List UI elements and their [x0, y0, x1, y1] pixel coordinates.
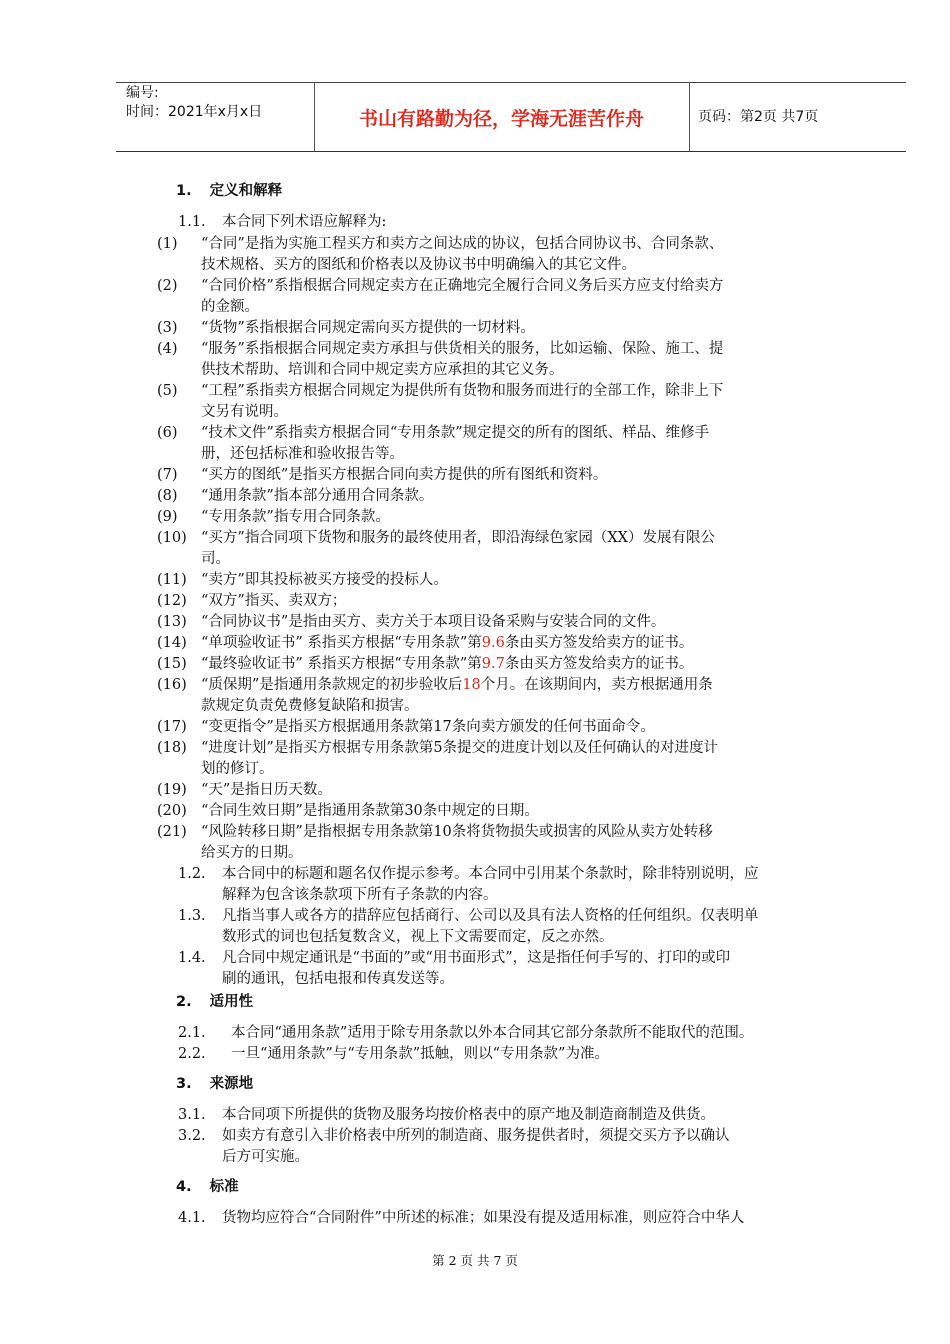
clause-text: 后方可实施。	[222, 1149, 309, 1165]
item-text: 供技术帮助、培训和合同中规定卖方应承担的其它义务。	[201, 362, 564, 378]
clause-text: 凡合同中规定通讯是“书面的”或“用书面形式”，这是指任何手写的、打印的或印	[222, 950, 731, 966]
section-heading	[176, 1177, 239, 1197]
section-title: 来源地	[209, 1076, 254, 1092]
header-top-rule	[116, 82, 906, 83]
item-text	[201, 654, 693, 674]
clause-number: 1.1.	[178, 214, 206, 230]
item-text: 文另有说明。	[201, 404, 288, 420]
item-text-part: 条由买方签发给卖方的证书。	[504, 635, 694, 651]
item-text: 划的修订。	[201, 761, 274, 777]
item-text: “变更指令”是指买方根据通用条款第17条向卖方颁发的任何书面命令。	[201, 719, 655, 735]
item-text: “工程”系指卖方根据合同规定为提供所有货物和服务而进行的全部工作，除非上下	[201, 383, 724, 399]
item-text: “合同价格”系指根据合同规定卖方在正确地完全履行合同义务后买方应支付给卖方	[201, 278, 724, 294]
item-number: (6)	[157, 425, 178, 441]
warranty-months: 18	[462, 677, 481, 693]
item-text: “技术文件”系指卖方根据合同“专用条款”规定提交的所有的图纸、样品、维修手	[201, 425, 710, 441]
item-number: (7)	[157, 467, 178, 483]
item-text	[201, 675, 713, 695]
item-text: “风险转移日期”是指根据专用条款第10条将货物损失或损害的风险从卖方处转移	[201, 824, 713, 840]
item-text: 给买方的日期。	[201, 845, 303, 861]
item-number: (15)	[157, 656, 187, 672]
code-label: 编号:	[126, 85, 159, 101]
item-text-part: “最终验收证书” 系指买方根据“专用条款”第	[201, 656, 482, 672]
clause-text: 本合同项下所提供的货物及服务均按价格表中的原产地及制造商制造及供货。	[222, 1107, 715, 1123]
item-text	[201, 633, 693, 653]
item-text-part: 个月。在该期间内，卖方根据通用条	[480, 677, 713, 693]
clause-text: 本合同下列术语应解释为:	[222, 214, 387, 230]
item-number: (19)	[157, 782, 187, 798]
section-number: 2.	[176, 994, 192, 1010]
clause-number: 3.1.	[178, 1107, 206, 1123]
clause-text: 本合同中的标题和题名仅作提示参考。本合同中引用某个条款时，除非特别说明，应	[222, 866, 759, 882]
item-text: “卖方”即其投标被买方接受的投标人。	[201, 572, 448, 588]
item-number: (14)	[157, 635, 187, 651]
item-text: “买方的图纸”是指买方根据合同向卖方提供的所有图纸和资料。	[201, 467, 608, 483]
section-number: 4.	[176, 1179, 192, 1195]
clause-reference: 9.6	[481, 635, 505, 651]
item-number: (2)	[157, 278, 178, 294]
item-number: (18)	[157, 740, 187, 756]
item-number: (3)	[157, 320, 178, 336]
clause-number: 2.2.	[178, 1046, 206, 1062]
item-text: “服务”系指根据合同规定卖方承担与供货相关的服务，比如运输、保险、施工、提	[201, 341, 724, 357]
item-number: (12)	[157, 593, 187, 609]
section-heading	[176, 992, 253, 1012]
header-divider	[689, 82, 690, 151]
item-text: 的金额。	[201, 299, 259, 315]
clause-number: 1.2.	[178, 866, 206, 882]
item-text: “货物”系指根据合同规定需向买方提供的一切材料。	[201, 320, 535, 336]
clause-text: 解释为包含该条款项下所有子条款的内容。	[222, 887, 498, 903]
clause-text: 凡指当事人或各方的措辞应包括商行、公司以及具有法人资格的任何组织。仅表明单	[222, 908, 759, 924]
time-label: 时间：2021年x月x日	[126, 104, 263, 120]
clause-text: 如卖方有意引入非价格表中所列的制造商、服务提供者时，须提交买方予以确认	[222, 1128, 730, 1144]
section-title: 适用性	[209, 994, 254, 1010]
item-text: “进度计划”是指买方根据专用条款第5条提交的进度计划以及任何确认的对进度计	[201, 740, 719, 756]
section-number: 1.	[176, 183, 192, 199]
clause-reference: 9.7	[481, 656, 505, 672]
clause-text: 刷的通讯，包括电报和传真发送等。	[222, 971, 454, 987]
item-text: “合同”是指为实施工程买方和卖方之间达成的协议，包括合同协议书、合同条款、	[201, 236, 724, 252]
item-text: 款规定负责免费修复缺陷和损害。	[201, 698, 419, 714]
header-bottom-rule	[116, 151, 906, 152]
header-meta	[126, 84, 262, 122]
clause-number: 3.2.	[178, 1128, 206, 1144]
section-heading	[176, 1074, 253, 1094]
item-text-part: 条由买方签发给卖方的证书。	[504, 656, 694, 672]
clause-text: 一旦“通用条款”与“专用条款”抵触，则以“专用条款”为准。	[231, 1046, 609, 1062]
item-number: (11)	[157, 572, 187, 588]
item-text-part: “单项验收证书” 系指买方根据“专用条款”第	[201, 635, 482, 651]
item-number: (21)	[157, 824, 187, 840]
item-text: “买方”指合同项下货物和服务的最终使用者，即沿海绿色家园（XX）发展有限公	[201, 530, 715, 546]
section-title: 定义和解释	[209, 183, 283, 199]
header-motto: 书山有路勤为径，学海无涯苦作舟	[358, 108, 644, 130]
clause-number: 1.3.	[178, 908, 206, 924]
item-number: (5)	[157, 383, 178, 399]
page-info: 页码：第2页 共7页	[698, 109, 819, 125]
clause-text: 本合同“通用条款”适用于除专用条款以外本合同其它部分条款所不能取代的范围。	[231, 1025, 754, 1041]
clause-text: 数形式的词也包括复数含义，视上下文需要而定，反之亦然。	[222, 929, 614, 945]
item-text: “双方”指买、卖双方；	[201, 593, 347, 609]
item-number: (9)	[157, 509, 178, 525]
clause-number: 4.1.	[178, 1210, 206, 1226]
item-number: (13)	[157, 614, 187, 630]
clause-number: 1.4.	[178, 950, 206, 966]
page-footer: 第 2 页 共 7 页	[432, 1253, 518, 1268]
item-number: (8)	[157, 488, 178, 504]
item-text: “通用条款”指本部分通用合同条款。	[201, 488, 434, 504]
item-number: (17)	[157, 719, 187, 735]
item-number: (1)	[157, 236, 178, 252]
item-text: “天”是指日历天数。	[201, 782, 332, 798]
item-number: (10)	[157, 530, 187, 546]
item-text: “合同协议书”是指由买方、卖方关于本项目设备采购与安装合同的文件。	[201, 614, 666, 630]
item-text-part: “质保期”是指通用条款规定的初步验收后	[201, 677, 463, 693]
section-heading	[176, 181, 282, 201]
item-text: “专用条款”指专用合同条款。	[201, 509, 390, 525]
item-text: 册，还包括标准和验收报告等。	[201, 446, 404, 462]
item-number: (4)	[157, 341, 178, 357]
section-number: 3.	[176, 1076, 192, 1092]
item-text: 司。	[201, 551, 230, 567]
clause-text: 货物均应符合“合同附件”中所述的标准；如果没有提及适用标准，则应符合中华人	[222, 1210, 745, 1226]
item-number: (16)	[157, 677, 187, 693]
item-text: 技术规格、买方的图纸和价格表以及协议书中明确编入的其它文件。	[201, 257, 636, 273]
clause-number: 2.1.	[178, 1025, 206, 1041]
item-number: (20)	[157, 803, 187, 819]
item-text: “合同生效日期”是指通用条款第30条中规定的日期。	[201, 803, 539, 819]
section-title: 标准	[209, 1179, 239, 1195]
